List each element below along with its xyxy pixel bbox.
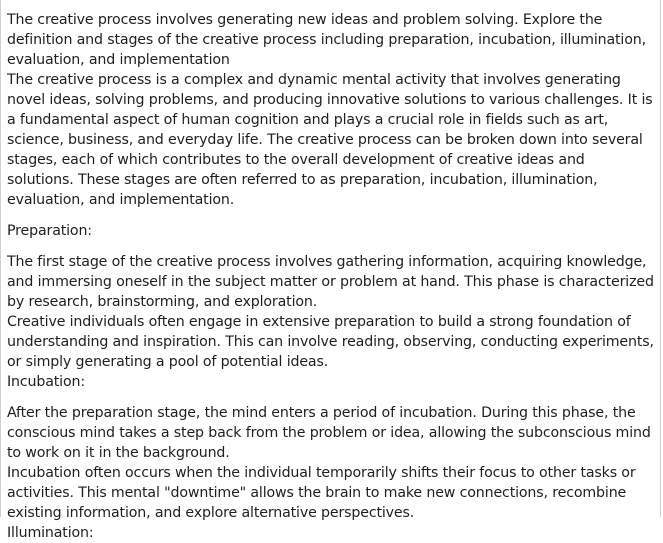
preparation-paragraph-1: The first stage of the creative process involves gathering information, acquiring knowledge, and immersing oneself in the subject matter or problem at hand. This phase is characterized by research, brainstorming, and exploration. <box>7 254 654 310</box>
incubation-paragraph-1: After the preparation stage, the mind enters a period of incubation. During this phase, the conscious mind takes a step back from the problem or idea, allowing the subconscious mind to work on it in the background. <box>7 405 651 461</box>
intro-summary: The creative process involves generating new ideas and problem solving. Explore the definition and stages of the creative process including preparation, incubation, illumination, evaluation, and implementation <box>7 12 646 68</box>
document-text <box>7 10 655 543</box>
preparation-heading: Preparation: <box>7 223 92 239</box>
incubation-paragraph-2: Incubation often occurs when the individual temporarily shifts their focus to other tasks or activities. This mental "downtime" allows the brain to make new connections, recombine existing information, and explore alternative perspectives. <box>7 465 636 521</box>
intro-body: The creative process is a complex and dynamic mental activity that involves generating novel ideas, solving problems, and producing innovative solutions to various challenges. It is a fundamental aspect of human cognition and plays a crucial role in fields such as art, science, business, and everyday life. The creative process can be broken down into several stages, each of which contributes to the overall development of creative ideas and solutions. These stages are often referred to as preparation, incubation, illumination, evaluation, and implementation. <box>7 72 653 208</box>
preparation-paragraph-2: Creative individuals often engage in extensive preparation to build a strong foundation of understanding and inspiration. This can involve reading, observing, conducting experiments, or simply generating a pool of potential ideas. <box>7 314 654 370</box>
illumination-heading: Illumination: <box>7 525 94 541</box>
incubation-heading: Incubation: <box>7 374 85 390</box>
